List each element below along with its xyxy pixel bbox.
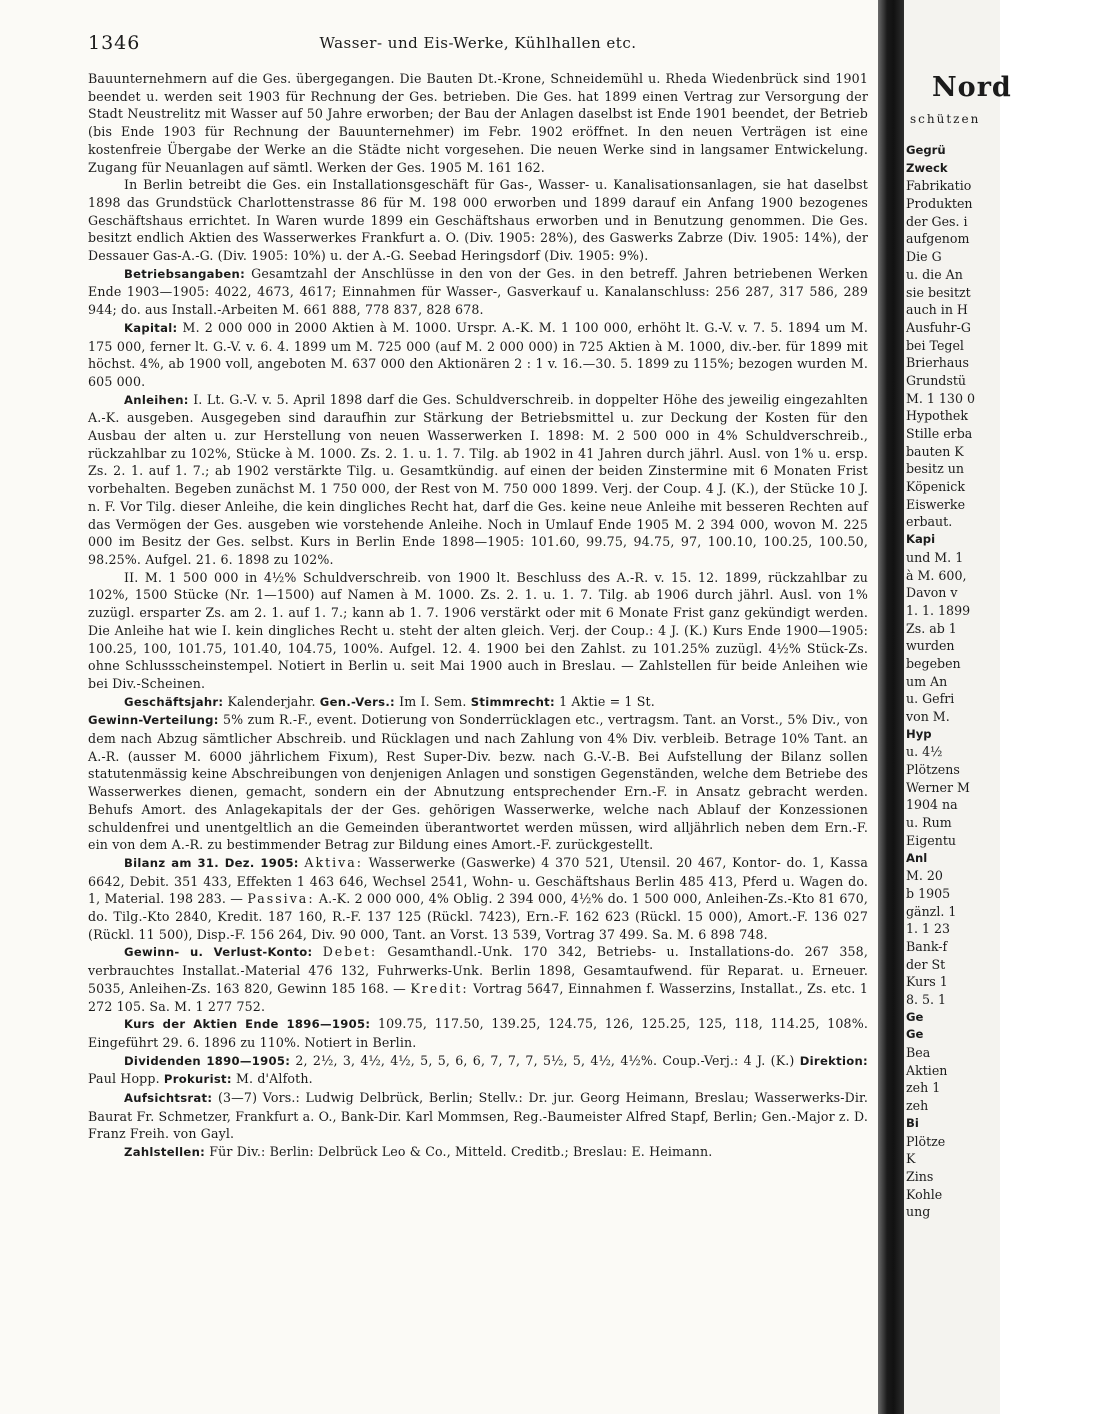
right-page-line: Aktien (906, 1062, 948, 1078)
label-kapital: Kapital: (124, 320, 178, 335)
right-page-line: der St (906, 956, 946, 972)
right-page-line: Kurs 1 (906, 974, 948, 990)
paragraph-dividends (88, 1052, 868, 1089)
paragraph-supervisory-board (88, 1089, 868, 1143)
label-kredit: Kredit: (410, 980, 469, 996)
right-page-line: Grundstü (906, 372, 966, 388)
text-kredit: Vortrag 5647, Einnahmen f. Wasserzins, Installat., Zs. etc. 1 272 105. Sa. M. 1 277 752. (88, 980, 869, 1014)
right-page-line: und M. 1 (906, 549, 964, 565)
right-page-line: Kapi (906, 532, 936, 547)
text-passiva: A.-K. 2 000 000, 4% Oblig. 2 394 000, 4½% do. 1 500 000, Anleihen-Zs.-Kto 81 670, do. Tilg.-Kto 2840, Kredit. 187 160, R.-F. 137 125 (Rückl. 7423), Ern.-F. 162 623 (Rückl. 15 000), Amort.-F. 136 027 (Rückl. 11 500), Disp.-F. 156 264, Div. 90 000, Tant. an Vorst. 13 539, Vortrag 37 499. Sa. M. 6 898 748. (88, 891, 869, 942)
right-page-line: ung (906, 1204, 931, 1220)
label-bilanz: Bilanz am 31. Dez. 1905: (124, 855, 299, 870)
text-gewinn-verteilung: 5% zum R.-F., event. Dotierung von Sonderrücklagen etc., vertragsm. Tant. an Vorst., 5% Div., von dem nach Abzug sämtlicher Abschreib. und Rücklagen und nach Zahlung von 4% Div. verbleib. Betrage 10% Tant. an A.-R. (ausser M. 6000 jährlichem Fixum), Rest Super-Div. bezw. nach G.-V.-B. Bei Aufstellung der Bilanz sollen statutenmässig keine Abschreibungen von denjenigen Anlagen und sonstigen Gegenständen, welche dem Betriebe des Wasserwerkes dienen, gemacht, sondern ein der Abnutzung entsprechender Ern.-F. in Ansatz gebracht werden. Behufs Amort. des Anlagekapitals der der Ges. gehörigen Wasserwerke, welche nach Ablauf der Konzessionen schuldenfrei und unentgeltlich an die Gemeinden überantwortet werden müssen, wird alljährlich neben dem Ern.-F. ein von dem A.-R. zu bestimmender Betrag zur Bildung eines Amort.-F. zurückgestellt. (88, 712, 868, 853)
right-page-lines (906, 142, 1106, 1221)
text-anleihen: I. Lt. G.-V. v. 5. April 1898 darf die Ges. Schuldverschreib. in doppelter Höhe des jeweilig eingezahlten A.-K. ausgeben. Ausgegeben sind daraufhin zur Stärkung der Betriebsmittel u. zur Deckung der Kosten für den Ausbau der alten u. zur Herstellung von neuen Wasserwerken I. 1898: M. 2 500 000 in 4% Schuldverschreib., rückzahlbar zu 102%, Stücke à M. 1000. Zs. 2. 1. u. 1. 7. Tilg. ab 1902 in 41 Jahren durch jährl. Ausl. von 1% u. ersp. Zs. 2. 1. auf 1. 7.; ab 1902 verstärkte Tilg. u. Gesamtkündig. auf einen der beiden Zinstermine mit 6 Monaten Frist vorbehalten. Begeben zunächst M. 1 750 000, der Rest von M. 750 000 1899. Verj. der Coup. 4 J. (K.), der Stücke 10 J. n. F. Vor Tilg. dieser Anleihe, die kein dingliches Recht hat, darf die Ges. keine neue Anleihe mit besseren Rechten auf das Vermögen der Ges. ausgeben wie vorstehende Anleihe. Noch in Umlauf Ende 1905 M. 2 394 000, wovon M. 225 000 im Besitz der Ges. selbst. Kurs in Berlin Ende 1898—1905: 101.60, 99.75, 94.75, 97, 100.10, 100.25, 100.50, 98.25%. Aufgel. 21. 6. 1898 zu 102%. (88, 391, 868, 567)
right-page-line: u. Gefri (906, 691, 955, 707)
paragraph-history: Bauunternehmern auf die Ges. übergegangen. Die Bauten Dt.-Krone, Schneidemühl u. Rheda Wiedenbrück sind 1901 beendet u. werden seit 1903 für Rechnung der Ges. betrieben. Die Ges. hat 1899 einen Vertrag zur Versorgung der Stadt Neustrelitz mit Wasser auf 50 Jahre erworben; der Bau der Anlagen daselbst ist Ende 1901 beendet, der Betrieb (bis Ende 1903 für Rechnung der Bauunternehmer) im Febr. 1902 eröffnet. In den neuen Verträgen ist eine kostenfreie Übergabe der Werke an die Städte nicht vorgesehen. Die neuen Werke sind in langsamer Entwickelung. Zugang für Neuanlagen auf sämtl. Werken der Ges. 1905 M. 161 162. (88, 71, 868, 175)
right-page-line: Bi (906, 1115, 919, 1130)
label-kurs: Kurs der Aktien Ende 1896—1905: (124, 1017, 371, 1032)
text-aufsichtsrat: (3—7) Vors.: Ludwig Delbrück, Berlin; Stellv.: Dr. jur. Georg Heimann, Breslau; Wasserwerks-Dir. Baurat Fr. Schmetzer, Frankfurt a. O., Bank-Dir. Karl Mommsen, Reg.-Baumeister Alfred Stapf, Berlin; Gen.-Major z. D. Franz Freih. von Gayl. (88, 1090, 868, 1142)
right-page-line: um An (906, 673, 948, 689)
right-page-line: Werner M (906, 779, 970, 795)
page-header (88, 32, 868, 56)
right-page-line: Bea (906, 1045, 931, 1061)
page-number: 1346 (88, 32, 141, 54)
label-gen-vers: Gen.-Vers.: (319, 694, 395, 709)
right-page-line: der Ges. i (906, 213, 968, 229)
right-page-line: Anl (906, 850, 928, 865)
text-kurs: 109.75, 117.50, 139.25, 124.75, 126, 125.25, 125, 118, 114.25, 108%. Eingeführt 29. 6. 1896 zu 110%. Notiert in Berlin. (88, 1016, 868, 1050)
right-page-line: b 1905 (906, 885, 951, 901)
label-prokurist: Prokurist: (163, 1072, 232, 1087)
right-page-line: begeben (906, 655, 961, 671)
right-page-line: auch in H (906, 302, 968, 318)
right-page-line: Stille erba (906, 426, 973, 441)
label-dividenden: Dividenden 1890—1905: (124, 1053, 291, 1068)
paragraph-profit-loss (88, 943, 868, 1015)
right-page-line: M. 1 130 0 (906, 390, 975, 406)
text-geschaeftsjahr: Kalenderjahr. (227, 693, 316, 709)
paragraph-paying-agents (88, 1143, 868, 1162)
paragraph-operating-data (88, 265, 868, 319)
right-page-line: Hyp (906, 726, 932, 741)
text-debet: Gesamthandl.-Unk. 170 342, Betriebs- u. Installations-do. 267 358, verbrauchtes Installat.-Material 476 132, Fuhrwerks-Unk. Berlin 1898, Gesamtaufwend. für Reparat. u. Erneuer. 5035, Anleihen-Zs. 163 820, Gewinn 185 168. — (88, 944, 868, 996)
right-page-line: Hypothek (906, 408, 968, 424)
text-betriebsangaben: Gesamtzahl der Anschlüsse in den von der Ges. in den betreff. Jahren betriebenen Werken Ende 1903—1905: 4022, 4673, 4617; Einnahmen für Wasser-, Gasverkauf u. Kanalanschluss: 256 287, 317 586, 289 944; do. aus Install.-Arbeiten M. 661 888, 778 837, 828 678. (88, 265, 868, 318)
right-page-line: Die G (906, 249, 942, 265)
label-direktion: Direktion: (799, 1053, 868, 1068)
right-page-line: wurden (906, 638, 955, 654)
right-page-line: à M. 600, (906, 567, 967, 583)
right-page-line: 1904 na (906, 797, 958, 813)
right-page-line: bauten K (906, 443, 964, 459)
book-gutter-shadow (878, 0, 904, 1414)
right-page-line: Brierhaus (906, 355, 969, 371)
right-page-fragment (904, 0, 1012, 1414)
right-page-line: K (906, 1151, 916, 1167)
label-aufsichtsrat: Aufsichtsrat: (124, 1091, 213, 1106)
text-direktion: Paul Hopp. (88, 1071, 160, 1087)
label-debet: Debet: (322, 944, 378, 960)
text-dividenden: 2, 2½, 3, 4½, 4½, 5, 5, 6, 6, 7, 7, 7, 5½, 5, 4½, 4½%. Coup.-Verj.: 4 J. (K.) (295, 1052, 795, 1068)
label-gewinn-verteilung: Gewinn-Verteilung: (88, 713, 219, 728)
right-page-line: gänzl. 1 (906, 903, 957, 919)
right-page-line: Zweck (906, 160, 948, 175)
right-page-line: Kohle (906, 1186, 943, 1202)
right-page-line: Zs. ab 1 (906, 620, 957, 636)
right-page-line: Plötzens (906, 762, 960, 778)
right-page-line: bei Tegel (906, 337, 964, 353)
right-page-line: zeh 1 (906, 1080, 941, 1096)
paragraph-balance-sheet (88, 854, 868, 944)
paragraph-share-price (88, 1015, 868, 1051)
right-page-line: aufgenom (906, 231, 970, 247)
right-page-line: Bank-f (906, 938, 948, 954)
paragraph-berlin-business: In Berlin betreibt die Ges. ein Installationsgeschäft für Gas-, Wasser- u. Kanalisationsanlagen, sie hat daselbst 1898 das Grundstück Charlottenstrasse 86 für M. 198 000 erworben und 1899 darauf ein Anfang 1900 bezogenes Geschäftshaus errichtet. In Waren wurde 1899 ein Geschäftshaus erworben und in Benutzung genommen. Die Ges. besitzt endlich Aktien des Wasserwerkes Frankfurt a. O. (Div. 1905: 28%), des Gaswerks Zabrze (Div. 1905: 14%), der Dessauer Gas-A.-G. (Div. 1905: 10%) u. der A.-G. Seebad Heringsdorf (Div. 1905: 9%). (88, 177, 868, 264)
right-page-line: Fabrikatio (906, 178, 972, 194)
label-passiva: Passiva: (247, 891, 315, 907)
label-aktiva: Aktiva: (304, 854, 364, 870)
right-page-line: Eiswerke (906, 496, 966, 512)
right-page-line: u. Rum (906, 815, 952, 831)
label-zahlstellen: Zahlstellen: (124, 1145, 206, 1160)
right-page-line: 1. 1. 1899 (906, 602, 971, 618)
right-page-line: Produkten (906, 196, 973, 212)
right-page-line: u. die An (906, 266, 963, 282)
right-page-line: M. 20 (906, 868, 943, 884)
right-page-line: sie besitzt (906, 284, 971, 300)
right-page-line: Ge (906, 1009, 924, 1024)
right-page-line: 8. 5. 1 (906, 992, 947, 1007)
paragraph-loan-two: II. M. 1 500 000 in 4½% Schuldverschreib. von 1900 lt. Beschluss des A.-R. v. 15. 12. 1899, rückzahlbar zu 102%, 1500 Stücke (Nr. 1—1500) auf Namen à M. 1000. Zs. 2. 1. u. 1. 7. Tilg. ab 1906 durch jährl. Ausl. von 1% zuzügl. ersparter Zs. am 2. 1. auf 1. 7.; kann ab 1. 7. 1906 verstärkt oder mit 6 Monate Frist ganz gekündigt werden. Die Anleihe hat wie I. kein dingliches Recht u. steht der alten gleich. Verj. der Coup.: 4 J. (K.) Kurs Ende 1900—1905: 100.25, 100, 101.75, 101.40, 104.75, 100%. Aufgel. 12. 4. 1900 bei den Zahlst. zu 101.25% zuzügl. 4½% Stück-Zs. ohne Schlussscheinstempel. Notiert in Berlin u. seit Mai 1900 auch in Breslau. — Zahlstellen für beide Anleihen wie bei Div.-Scheinen. (88, 569, 868, 691)
right-page-line: Gegrü (906, 143, 946, 157)
right-page-line: Davon v (906, 585, 958, 601)
right-page-line: Ge (906, 1027, 924, 1042)
right-page-title: Nord (932, 72, 1012, 103)
text-stimmrecht: 1 Aktie = 1 St. (559, 693, 655, 709)
running-head: Wasser- und Eis-Werke, Kühlhallen etc. (319, 34, 637, 52)
right-page-line: u. 4½ (906, 744, 943, 760)
text-prokurist: M. d'Alfoth. (235, 1071, 313, 1087)
paragraph-profit-distribution (88, 711, 868, 854)
label-anleihen: Anleihen: (124, 392, 189, 407)
right-page-line: 1. 1 23 (906, 921, 951, 937)
right-page-line: von M. (906, 709, 950, 724)
label-betriebsangaben: Betriebsangaben: (124, 266, 246, 281)
paragraph-loans (88, 391, 868, 569)
company-entry-text (88, 70, 868, 1162)
right-page-line: Zins (906, 1168, 934, 1184)
paragraph-capital (88, 319, 868, 391)
text-gen-vers: Im I. Sem. (399, 693, 467, 709)
right-page-line: erbaut. (906, 514, 953, 530)
label-stimmrecht: Stimmrecht: (470, 694, 555, 709)
label-gewinn-verlust: Gewinn- u. Verlust-Konto: (124, 945, 313, 960)
text-kapital: M. 2 000 000 in 2000 Aktien à M. 1000. Urspr. A.-K. M. 1 100 000, erhöht lt. G.-V. v. 7. 5. 1894 um M. 175 000, ferner lt. G.-V. v. 6. 4. 1899 um M. 725 000 (auf M. 2 000 000) in 725 Aktien à M. 1000, div.-ber. für 1899 mit höchst. 4%, ab 1900 voll, angeboten M. 637 000 den Aktionären 2 : 1 v. 16.—30. 5. 1899 zu 115%; bezogen wurden M. 605 000. (88, 319, 869, 389)
right-page-line: Eigentu (906, 832, 957, 848)
right-page-line: Köpenick (906, 479, 965, 495)
text-aktiva: Wasserwerke (Gaswerke) 4 370 521, Utensil. 20 467, Kontor- do. 1, Kassa 6642, Debit. 351 433, Effekten 1 463 646, Wechsel 2541, Wohn- u. Geschäftshaus Berlin 485 413, Pferd u. Wagen do. 1, Material. 198 283. — (88, 854, 868, 907)
right-page-line: besitz un (906, 461, 964, 477)
text-zahlstellen: Für Div.: Berlin: Delbrück Leo & Co., Mitteld. Creditb.; Breslau: E. Heimann. (209, 1144, 713, 1160)
label-geschaeftsjahr: Geschäftsjahr: (124, 694, 224, 709)
right-page-line: zeh (906, 1098, 929, 1114)
paragraph-meta (88, 693, 868, 712)
right-page-line: Plötze (906, 1133, 946, 1149)
right-page-line: Ausfuhr-G (906, 319, 971, 335)
right-page-subtitle: schützen (910, 112, 981, 126)
